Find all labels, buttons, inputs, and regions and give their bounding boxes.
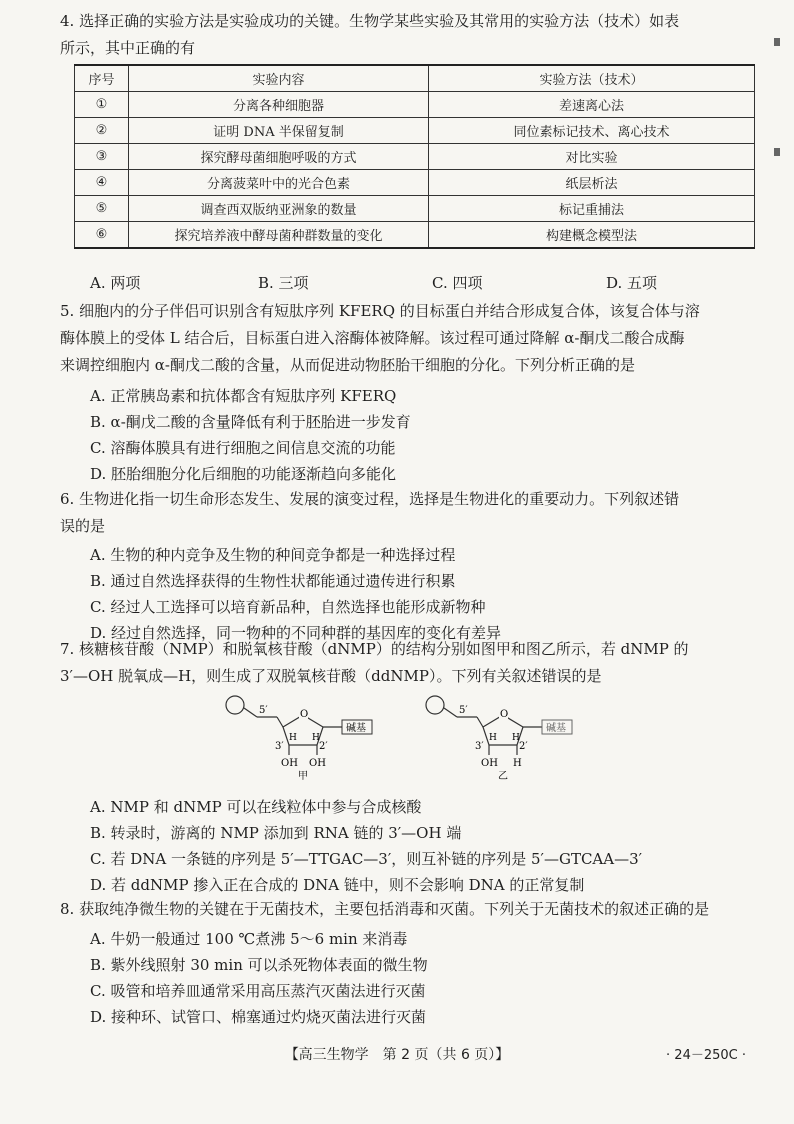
row-content: 分离菠菜叶中的光合色素 [129, 170, 429, 196]
margin-mark [774, 148, 780, 156]
carbon-2-label: 2′ [519, 741, 528, 752]
question-5-line-2: 酶体膜上的受体 L 结合后，目标蛋白进入溶酶体被降解。该过程可通过降解 α-酮戊二酸合成酶 [60, 329, 685, 347]
row-method: 构建概念模型法 [429, 222, 755, 249]
hydrogen-label: H [312, 733, 320, 743]
question-8-stem [60, 896, 756, 923]
question-6-line-2: 误的是 [60, 517, 106, 535]
figure-yi-caption: 乙 [498, 771, 508, 782]
table-header-row [75, 65, 755, 92]
row-number: ⑤ [75, 196, 129, 222]
question-6-stem [60, 486, 756, 540]
table-row [75, 222, 755, 249]
question-5-stem [60, 298, 756, 379]
base-label: 碱基 [546, 723, 566, 734]
q8-option-b: B. 紫外线照射 30 min 可以杀死物体表面的微生物 [90, 956, 428, 974]
nmp-structure [226, 696, 372, 782]
q8-option-a: A. 牛奶一般通过 100 ℃煮沸 5～6 min 来消毒 [90, 930, 408, 948]
row-content: 探究培养液中酵母菌种群数量的变化 [129, 222, 429, 249]
hydrogen-2-label: H [513, 758, 522, 769]
q4-option-a: A. 两项 [90, 274, 141, 292]
margin-mark [774, 38, 780, 46]
row-content: 调查西双版纳亚洲象的数量 [129, 196, 429, 222]
q4-option-b: B. 三项 [258, 274, 309, 292]
q6-option-c: C. 经过人工选择可以培育新品种，自然选择也能形成新物种 [90, 598, 486, 616]
row-content: 分离各种细胞器 [129, 92, 429, 118]
phosphate-circle [426, 696, 444, 714]
q4-option-d: D. 五项 [606, 274, 658, 292]
table-row [75, 144, 755, 170]
carbon-5-label: 5′ [459, 705, 468, 716]
table-row [75, 92, 755, 118]
table-row [75, 118, 755, 144]
base-label: 碱基 [346, 723, 366, 734]
row-method: 纸层析法 [429, 170, 755, 196]
question-7-line-2: 3′—OH 脱氧成—H，则生成了双脱氧核苷酸（ddNMP）。下列有关叙述错误的是 [60, 667, 602, 685]
q5-option-d: D. 胚胎细胞分化后细胞的功能逐渐趋向多能化 [90, 465, 397, 483]
q5-option-a: A. 正常胰岛素和抗体都含有短肽序列 KFERQ [90, 387, 397, 405]
header-method: 实验方法（技术） [429, 65, 755, 92]
row-number: ④ [75, 170, 129, 196]
ring-oxygen-label: O [300, 709, 309, 720]
row-method: 差速离心法 [429, 92, 755, 118]
carbon-2-label: 2′ [319, 741, 328, 752]
q8-option-c: C. 吸管和培养皿通常采用高压蒸汽灭菌法进行灭菌 [90, 982, 426, 1000]
q6-option-d: D. 经过自然选择，同一物种的不同种群的基因库的变化有差异 [90, 624, 502, 642]
question-5-line-3: 来调控细胞内 α-酮戊二酸的含量，从而促进动物胚胎干细胞的分化。下列分析正确的是 [60, 356, 635, 374]
question-8-line-1: 8. 获取纯净微生物的关键在于无菌技术，主要包括消毒和灭菌。下列关于无菌技术的叙述正确的是 [60, 900, 710, 918]
page-footer: 【高三生物学 第 2 页（共 6 页）】 [284, 1047, 510, 1063]
figure-jia-caption: 甲 [298, 771, 308, 782]
question-4-line-2: 所示，其中正确的有 [60, 39, 196, 57]
q7-option-d: D. 若 ddNMP 掺入正在合成的 DNA 链中，则不会影响 DNA 的正常复制 [90, 876, 585, 894]
table-row [75, 170, 755, 196]
question-4-line-1: 4. 选择正确的实验方法是实验成功的关键。生物学某些实验及其常用的实验方法（技术）如表 [60, 12, 680, 30]
question-4-stem [60, 8, 756, 62]
hydrogen-label: H [489, 733, 497, 743]
hydroxyl-3-label: OH [481, 758, 498, 769]
header-number: 序号 [75, 65, 129, 92]
question-5-line-1: 5. 细胞内的分子伴侣可识别含有短肽序列 KFERQ 的目标蛋白并结合形成复合体，该复合体与溶 [60, 302, 700, 320]
row-method: 对比实验 [429, 144, 755, 170]
phosphate-circle [226, 696, 244, 714]
experiment-methods-table [74, 64, 755, 249]
row-number: ① [75, 92, 129, 118]
q8-option-d: D. 接种环、试管口、棉塞通过灼烧灭菌法进行灭菌 [90, 1008, 427, 1026]
q6-option-a: A. 生物的种内竞争及生物的种间竞争都是一种选择过程 [90, 546, 456, 564]
question-6-line-1: 6. 生物进化指一切生命形态发生、发展的演变过程，选择是生物进化的重要动力。下列叙述错 [60, 490, 680, 508]
row-number: ② [75, 118, 129, 144]
header-content: 实验内容 [129, 65, 429, 92]
q6-option-b: B. 通过自然选择获得的生物性状都能通过遗传进行积累 [90, 572, 456, 590]
q5-option-c: C. 溶酶体膜具有进行细胞之间信息交流的功能 [90, 439, 396, 457]
question-7-line-1: 7. 核糖核苷酸（NMP）和脱氧核苷酸（dNMP）的结构分别如图甲和图乙所示，若 dNMP 的 [60, 640, 689, 658]
carbon-3-label: 3′ [475, 741, 484, 752]
row-number: ③ [75, 144, 129, 170]
nucleotide-structure-diagram [225, 683, 585, 783]
row-content: 探究酵母菌细胞呼吸的方式 [129, 144, 429, 170]
q7-option-b: B. 转录时，游离的 NMP 添加到 RNA 链的 3′—OH 端 [90, 824, 462, 842]
q7-option-a: A. NMP 和 dNMP 可以在线粒体中参与合成核酸 [90, 798, 422, 816]
hydroxyl-3-label: OH [281, 758, 298, 769]
ring-oxygen-label: O [500, 709, 509, 720]
row-number: ⑥ [75, 222, 129, 249]
hydrogen-label: H [289, 733, 297, 743]
q7-option-c: C. 若 DNA 一条链的序列是 5′—TTGAC—3′，则互补链的序列是 5′—GTCAA—3′ [90, 850, 643, 868]
hydroxyl-2-label: OH [309, 758, 326, 769]
exam-code: · 24－250C · [666, 1048, 746, 1063]
row-method: 同位素标记技术、离心技术 [429, 118, 755, 144]
q4-option-c: C. 四项 [432, 274, 483, 292]
row-method: 标记重捕法 [429, 196, 755, 222]
question-7-stem [60, 636, 756, 690]
q5-option-b: B. α-酮戊二酸的含量降低有利于胚胎进一步发育 [90, 413, 411, 431]
dnmp-structure [426, 696, 572, 782]
carbon-5-label: 5′ [259, 705, 268, 716]
hydrogen-label: H [512, 733, 520, 743]
carbon-3-label: 3′ [275, 741, 284, 752]
table-row [75, 196, 755, 222]
row-content: 证明 DNA 半保留复制 [129, 118, 429, 144]
